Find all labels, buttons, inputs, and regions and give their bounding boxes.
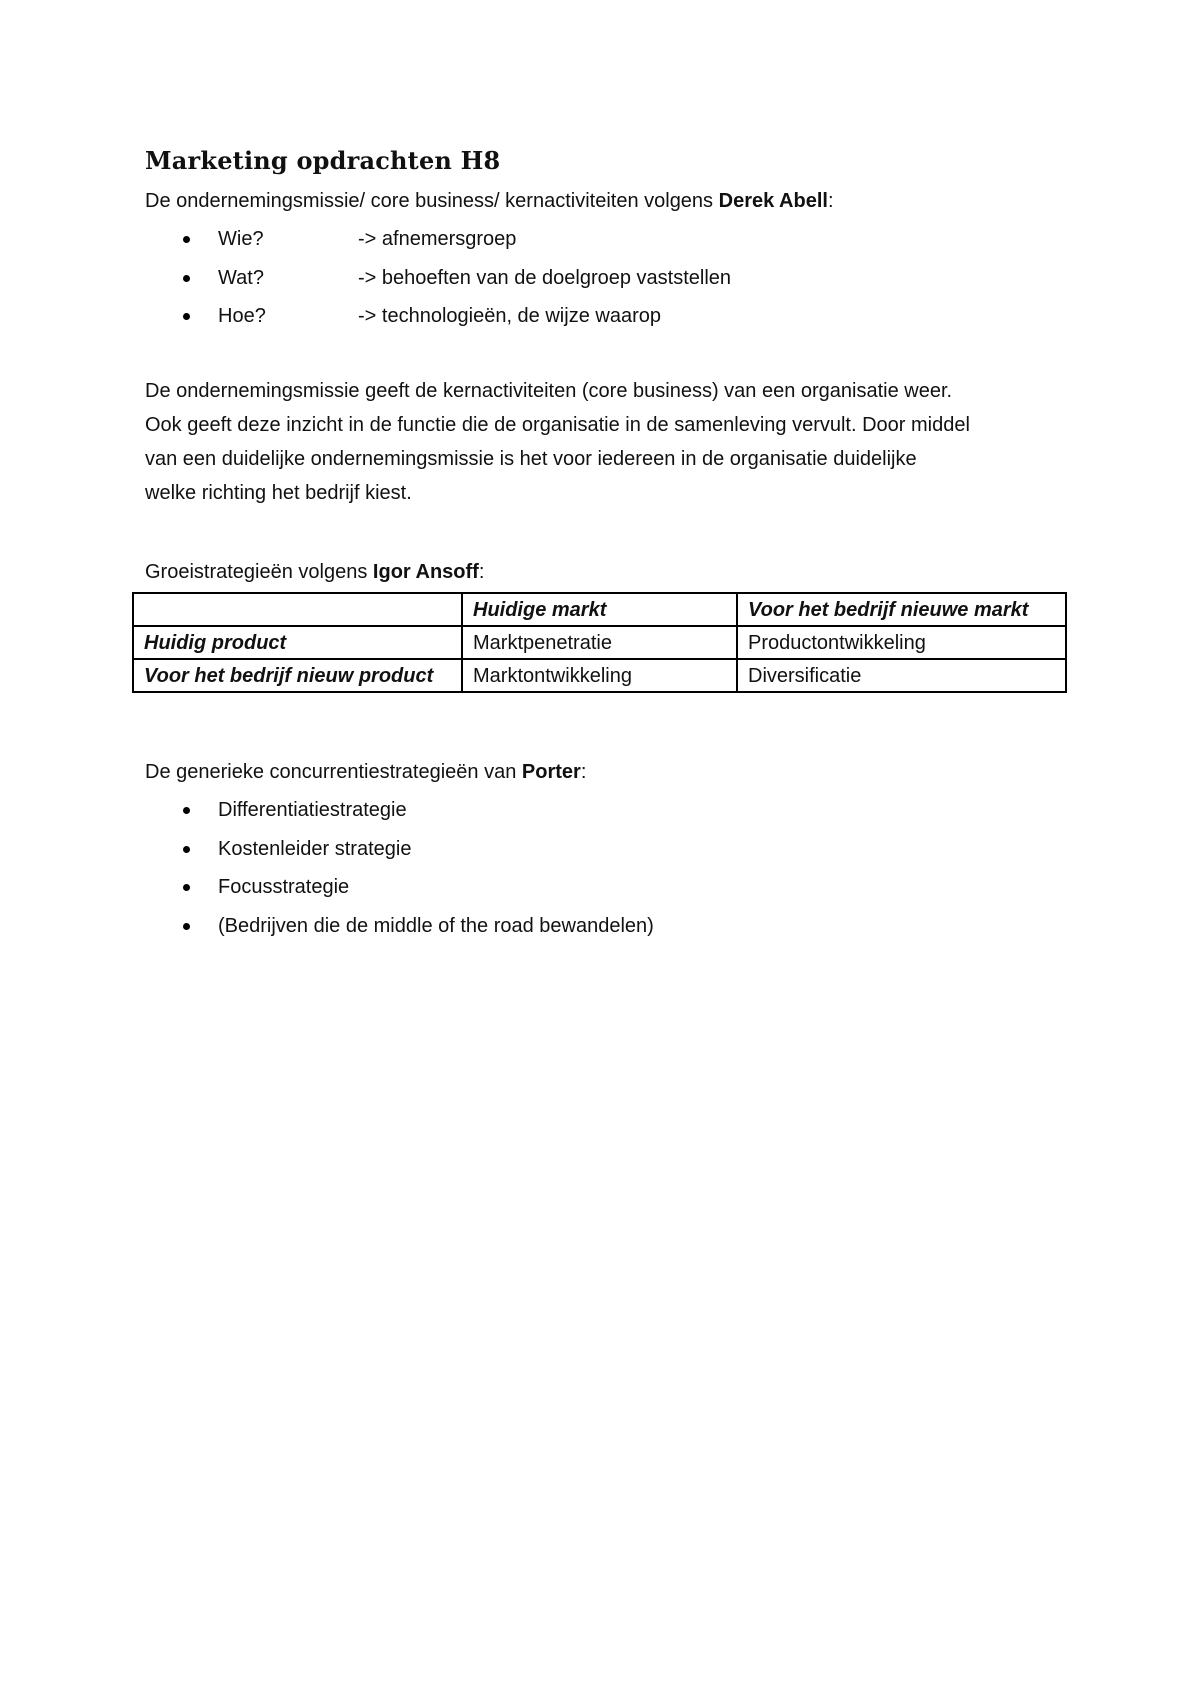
abell-item-label: Wat? — [218, 266, 264, 289]
ansoff-name: Igor Ansoff — [372, 561, 479, 583]
page-title: Marketing opdrachten H8 — [145, 146, 501, 175]
bullet-icon — [183, 884, 190, 891]
abell-intro-text: De ondernemingsmissie/ core business/ kernactiviteiten volgens — [145, 190, 719, 212]
ansoff-table — [132, 592, 1067, 693]
bullet-icon — [183, 313, 190, 320]
bullet-icon — [183, 236, 190, 243]
paragraph-line: van een duidelijke ondernemingsmissie is het voor iedereen in de organisatie duidelijke — [145, 448, 917, 470]
bullet-icon — [183, 923, 190, 930]
ansoff-intro-suffix: : — [478, 561, 485, 583]
abell-intro-suffix: : — [827, 190, 834, 212]
abell-item-desc: -> afnemersgroep — [358, 228, 517, 250]
table-header-cell: Huidige markt — [462, 593, 737, 626]
porter-name: Porter — [521, 761, 581, 783]
abell-item-desc: -> technologieën, de wijze waarop — [358, 305, 661, 327]
bullet-icon — [183, 275, 190, 282]
abell-item-label: Hoe? — [218, 305, 266, 327]
porter-intro — [145, 755, 586, 789]
bullet-icon — [183, 807, 190, 814]
abell-item-desc: -> behoeften van de doelgroep vaststellen — [358, 266, 732, 289]
porter-intro-text: De generieke concurrentiestrategieën van — [145, 761, 522, 783]
porter-item: Differentiatiestrategie — [218, 799, 407, 821]
table-row-header: Voor het bedrijf nieuw product — [133, 659, 462, 692]
table-header-cell: Voor het bedrijf nieuwe markt — [737, 593, 1066, 626]
table-cell: Productontwikkeling — [737, 626, 1066, 659]
porter-intro-suffix: : — [580, 761, 587, 783]
paragraph-line: De ondernemingsmissie geeft de kernactiviteiten (core business) van een organisatie weer. — [145, 380, 953, 402]
ansoff-intro-text: Groeistrategieën volgens — [145, 561, 373, 583]
abell-item-label: Wie? — [218, 228, 264, 250]
mission-paragraph — [145, 374, 970, 510]
table-row — [133, 659, 1066, 692]
bullet-icon — [183, 846, 190, 853]
table-row — [133, 626, 1066, 659]
abell-intro — [145, 184, 834, 218]
porter-item: Focusstrategie — [218, 876, 350, 898]
table-header-cell — [133, 593, 462, 626]
table-cell: Marktontwikkeling — [462, 659, 737, 692]
table-row-header: Huidig product — [133, 626, 462, 659]
porter-item: (Bedrijven die de middle of the road bewandelen) — [218, 914, 654, 937]
ansoff-intro — [145, 555, 484, 589]
paragraph-line: Ook geeft deze inzicht in de functie die de organisatie in de samenleving vervult. Door middel — [145, 414, 970, 436]
table-cell: Diversificatie — [737, 659, 1066, 692]
abell-name: Derek Abell — [718, 190, 828, 212]
table-cell: Marktpenetratie — [462, 626, 737, 659]
paragraph-line: welke richting het bedrijf kiest. — [145, 482, 412, 504]
table-header-row — [133, 593, 1066, 626]
porter-item: Kostenleider strategie — [218, 837, 412, 860]
